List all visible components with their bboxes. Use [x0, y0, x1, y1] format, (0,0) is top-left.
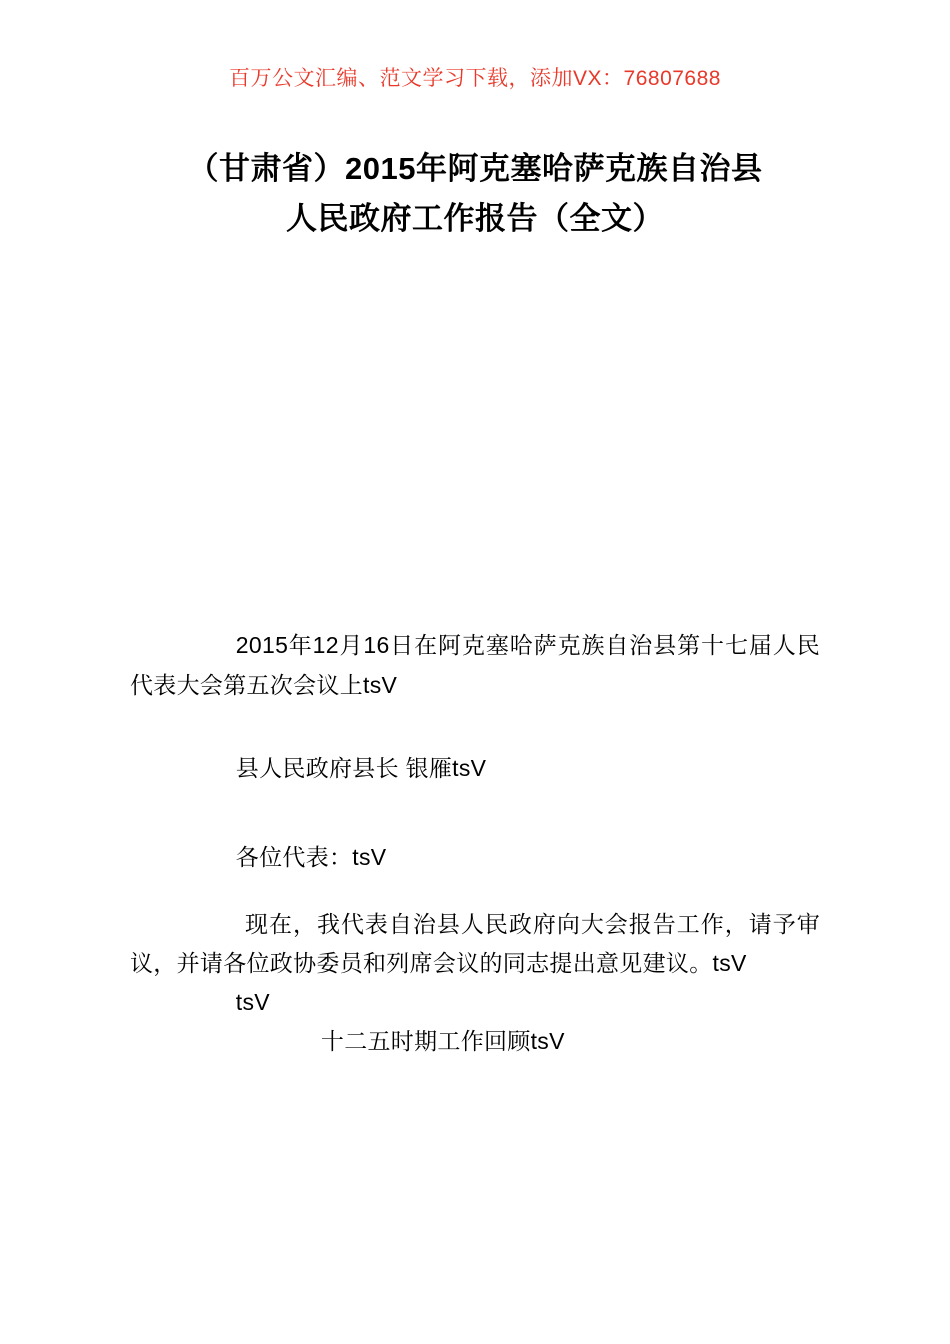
section-heading-paragraph: 十二五时期工作回顾tsV: [320, 1028, 565, 1055]
meeting-info-paragraph: 2015年12月16日在阿克塞哈萨克族自治县第十七届人民代表大会第五次会议上tsV: [130, 632, 820, 698]
author-paragraph: 县人民政府县长 银雁tsV: [235, 754, 487, 781]
title-body-spacer: [130, 244, 820, 626]
paragraph-gap-2: [130, 788, 820, 838]
page-title-line-2: 人民政府工作报告（全文）: [286, 201, 664, 237]
salutation-paragraph: 各位代表：tsV: [235, 843, 387, 870]
marker-paragraph: tsV: [235, 989, 270, 1015]
paragraph-gap-3: [130, 877, 820, 905]
paragraph-gap-1: [130, 705, 820, 749]
opening-paragraph: 现在，我代表自治县人民政府向大会报告工作，请予审议，并请各位政协委员和列席会议的同志提出意见建议。tsV: [130, 910, 820, 976]
page-title: [130, 144, 820, 244]
promo-banner: 百万公文汇编、范文学习下载，添加VX：76807688: [229, 67, 721, 90]
page-title-line-1: （甘肃省）2015年阿克塞哈萨克族自治县: [187, 151, 763, 186]
